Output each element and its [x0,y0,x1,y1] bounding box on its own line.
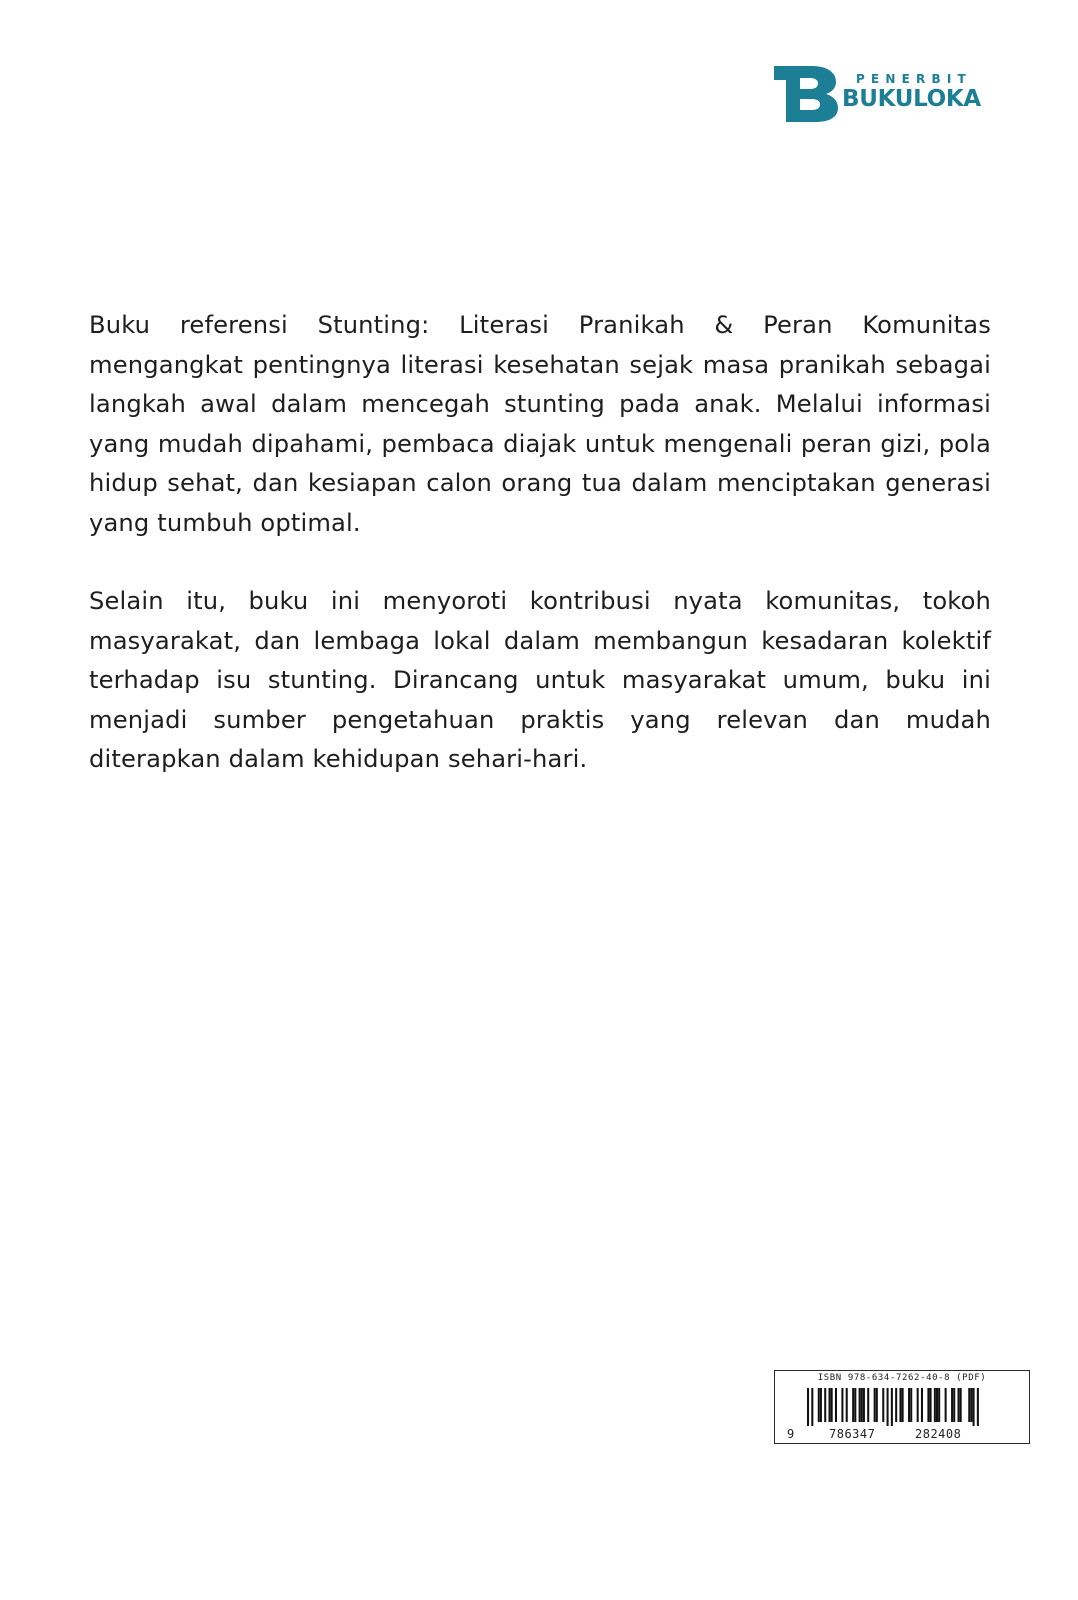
blurb-paragraph-2: Selain itu, buku ini menyoroti kontribusi nyata komunitas, tokoh masyarakat, dan lembaga lokal dalam membangun kesadaran kolektif terhadap isu stunting. Dirancang untuk masyarakat umum, buku ini menjadi sumber pengetahuan praktis yang relevan dan mudah diterapkan dalam kehidupan sehari-hari. [89,587,991,773]
barcode-bar [927,1388,929,1422]
barcode-bar [820,1388,822,1422]
barcode-bars [807,1388,979,1426]
blurb-paragraph-1: Buku referensi Stunting: Literasi Pranikah & Peran Komunitas mengangkat pentingnya literasi kesehatan sejak masa pranikah sebagai langkah awal dalam mencegah stunting pada anak. Melalui informasi yang mudah dipahami, pembaca diajak untuk mengenali peran gizi, pola hidup sehat, dan kesiapan calon orang tua dalam menciptakan generasi yang tumbuh optimal. [89,311,991,537]
barcode-bar [818,1388,820,1422]
logo-name: BUKULOKA [842,86,981,112]
barcode-bar [968,1388,970,1422]
barcode-bar [908,1388,910,1422]
barcode-bar [841,1388,843,1422]
barcode-bar [824,1388,826,1422]
barcode-bar [902,1388,904,1422]
barcode-bar [945,1388,947,1422]
barcode-bar [930,1388,932,1422]
barcode-bar [960,1388,962,1422]
isbn-label: ISBN 978-634-7262-40-8 (PDF) [817,1373,987,1383]
barcode-bar [859,1388,861,1422]
barcode-bar [835,1388,837,1422]
publisher-logo [774,66,996,122]
barcode-bar [951,1388,953,1422]
barcode-bar [867,1388,869,1422]
barcode-bar [973,1388,975,1426]
barcode-bar [874,1388,876,1422]
blurb-text [89,306,991,819]
barcode-digit-first: 9 [787,1427,795,1441]
barcode-bar [953,1388,955,1422]
barcode-bar [921,1388,923,1422]
barcode-bar [829,1388,831,1422]
barcode-bar [887,1388,889,1426]
barcode-bar [970,1388,972,1422]
barcode-bar [910,1388,912,1422]
logo-prefix: PENERBIT [856,72,972,86]
barcode-bar [895,1388,897,1422]
barcode-bar [977,1388,979,1426]
barcode-bar [831,1388,833,1422]
barcode-bar [958,1388,960,1422]
barcode-digits-left: 786347 [829,1427,876,1441]
barcode-bar [936,1388,938,1422]
isbn-barcode [774,1370,1030,1444]
barcode-bar [811,1388,813,1426]
barcode-digits-right: 282408 [915,1427,962,1441]
logo-b-mark [774,66,838,122]
barcode-bar [861,1388,863,1422]
barcode-bar [852,1388,854,1422]
barcode-bar [899,1388,901,1422]
barcode-bar [863,1388,865,1422]
barcode-bar [891,1388,893,1426]
barcode-bar [934,1388,936,1422]
barcode-bar [917,1388,919,1422]
barcode-bar [938,1388,940,1422]
barcode-bar [846,1388,848,1422]
barcode-bar [882,1388,884,1422]
barcode-bar [876,1388,878,1422]
barcode-bar [854,1388,856,1422]
barcode-bar [807,1388,809,1426]
